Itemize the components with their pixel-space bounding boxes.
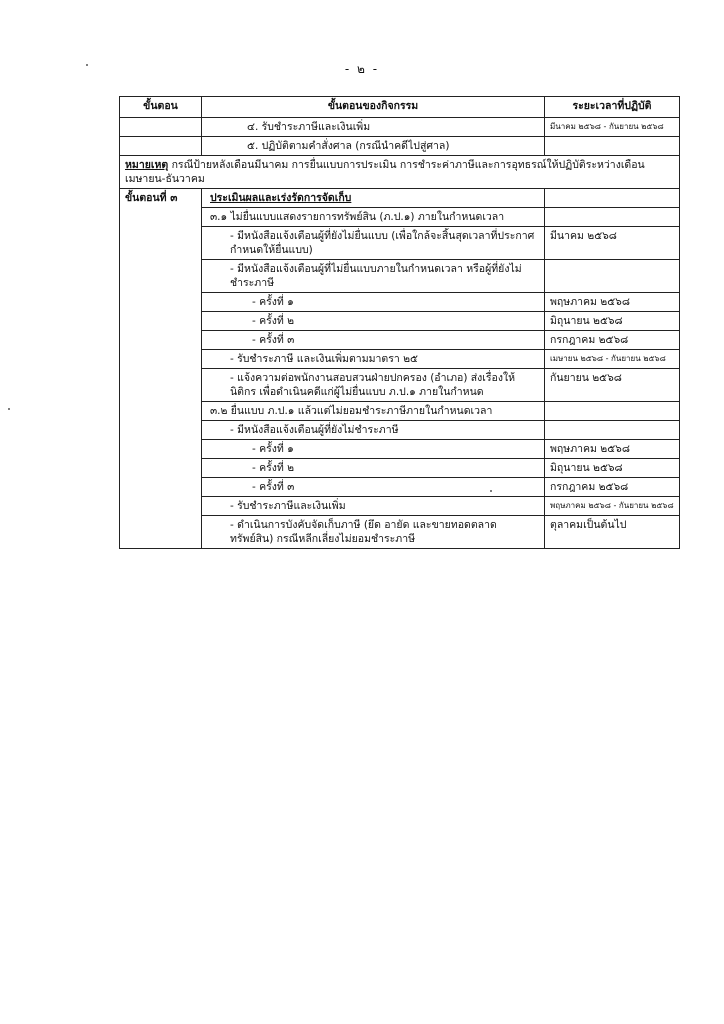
duration-cell: มิถุนายน ๒๕๖๘ xyxy=(545,459,680,478)
duration-cell xyxy=(545,421,680,440)
duration-cell: พฤษภาคม ๒๕๖๘ xyxy=(545,293,680,312)
activity-cell: - แจ้งความต่อพนักงานสอบสวนฝ่ายปกครอง (อำเภอ) ส่งเรื่องให้นิติกร เพื่อดำเนินคดีแก่ผู้ไม่ยื่นแบบ ภ.ป.๑ ภายในกำหนด xyxy=(202,369,545,402)
duration-cell: กรกฎาคม ๒๕๖๘ xyxy=(545,478,680,497)
table-row xyxy=(120,293,680,312)
duration-cell: มิถุนายน ๒๕๖๘ xyxy=(545,312,680,331)
activity-cell: - ครั้งที่ ๒ xyxy=(202,459,545,478)
scan-speck xyxy=(86,64,88,66)
step3-title-row xyxy=(120,189,680,208)
table-row xyxy=(120,459,680,478)
activity-cell: - ครั้งที่ ๑ xyxy=(202,293,545,312)
duration-cell xyxy=(545,189,680,208)
step3-label: ขั้นตอนที่ ๓ xyxy=(120,189,202,549)
activity-cell: ๔. รับชำระภาษีและเงินเพิ่ม xyxy=(202,118,545,137)
duration-cell: มีนาคม ๒๕๖๘ - กันยายน ๒๕๖๘ xyxy=(545,118,680,137)
duration-cell: ตุลาคมเป็นต้นไป xyxy=(545,516,680,549)
activity-cell: - ดำเนินการบังคับจัดเก็บภาษี (ยึด อายัด และขายทอดตลาดทรัพย์สิน) กรณีหลีกเลี่ยงไม่ยอมชำระภาษี xyxy=(202,516,545,549)
table-row xyxy=(120,369,680,402)
activity-cell: - ครั้งที่ ๓ xyxy=(202,331,545,350)
table-row xyxy=(120,208,680,227)
activity-cell: - รับชำระภาษี และเงินเพิ่มตามมาตรา ๒๕ xyxy=(202,350,545,369)
duration-cell: พฤษภาคม ๒๕๖๘ xyxy=(545,440,680,459)
activity-cell: - ครั้งที่ ๓ xyxy=(202,478,545,497)
step-cell xyxy=(120,137,202,156)
duration-cell xyxy=(545,208,680,227)
table-row xyxy=(120,478,680,497)
scan-speck xyxy=(8,408,10,410)
table-row xyxy=(120,421,680,440)
activity-cell: - ครั้งที่ ๒ xyxy=(202,312,545,331)
duration-cell: กรกฎาคม ๒๕๖๘ xyxy=(545,331,680,350)
activity-cell: - มีหนังสือแจ้งเตือนผู้ที่ยังไม่ชำระภาษี xyxy=(202,421,545,440)
duration-cell: เมษายน ๒๕๖๘ - กันยายน ๒๕๖๘ xyxy=(545,350,680,369)
table-row xyxy=(120,497,680,516)
table-row xyxy=(120,440,680,459)
table-row xyxy=(120,260,680,293)
table-row xyxy=(120,331,680,350)
table-row xyxy=(120,118,680,137)
table-row xyxy=(120,227,680,260)
note-label: หมายเหตุ xyxy=(125,159,169,171)
note-text: กรณีป้ายหลังเดือนมีนาคม การยื่นแบบการประเมิน การชำระค่าภาษีและการอุทธรณ์ให้ปฏิบัติระหว่างเดือนเมษายน-ธันวาคม xyxy=(125,159,645,185)
note-row xyxy=(120,156,680,189)
duration-cell xyxy=(545,137,680,156)
table-row xyxy=(120,402,680,421)
table-row xyxy=(120,350,680,369)
step3-title: ประเมินผลและเร่งรัดการจัดเก็บ xyxy=(202,189,545,208)
duration-cell: พฤษภาคม ๒๕๖๘ - กันยายน ๒๕๖๘ xyxy=(545,497,680,516)
note-cell xyxy=(120,156,680,189)
activity-schedule-table xyxy=(119,96,680,549)
table-header-row xyxy=(120,97,680,118)
page-number: - ๒ - xyxy=(344,62,380,76)
table-row xyxy=(120,516,680,549)
header-step: ขั้นตอน xyxy=(120,97,202,118)
header-activity: ขั้นตอนของกิจกรรม xyxy=(202,97,545,118)
table-row xyxy=(120,137,680,156)
duration-cell: มีนาคม ๒๕๖๘ xyxy=(545,227,680,260)
activity-cell: - รับชำระภาษีและเงินเพิ่ม xyxy=(202,497,545,516)
scan-speck xyxy=(490,490,492,492)
activity-cell: ๓.๒ ยื่นแบบ ภ.ป.๑ แล้วแต่ไม่ยอมชำระภาษีภายในกำหนดเวลา xyxy=(202,402,545,421)
duration-cell xyxy=(545,260,680,293)
step-cell xyxy=(120,118,202,137)
activity-cell: ๕. ปฏิบัติตามคำสั่งศาล (กรณีนำคดีไปสู่ศาล) xyxy=(202,137,545,156)
duration-cell: กันยายน ๒๕๖๘ xyxy=(545,369,680,402)
activity-cell: - มีหนังสือแจ้งเตือนผู้ที่ยังไม่ยื่นแบบ (เพื่อใกล้จะสิ้นสุดเวลาที่ประกาศกำหนดให้ยื่นแบบ) xyxy=(202,227,545,260)
table-row xyxy=(120,312,680,331)
duration-cell xyxy=(545,402,680,421)
activity-cell: ๓.๑ ไม่ยื่นแบบแสดงรายการทรัพย์สิน (ภ.ป.๑) ภายในกำหนดเวลา xyxy=(202,208,545,227)
header-duration: ระยะเวลาที่ปฏิบัติ xyxy=(545,97,680,118)
activity-cell: - ครั้งที่ ๑ xyxy=(202,440,545,459)
activity-cell: - มีหนังสือแจ้งเตือนผู้ที่ไม่ยื่นแบบภายในกำหนดเวลา หรือผู้ที่ยังไม่ชำระภาษี xyxy=(202,260,545,293)
